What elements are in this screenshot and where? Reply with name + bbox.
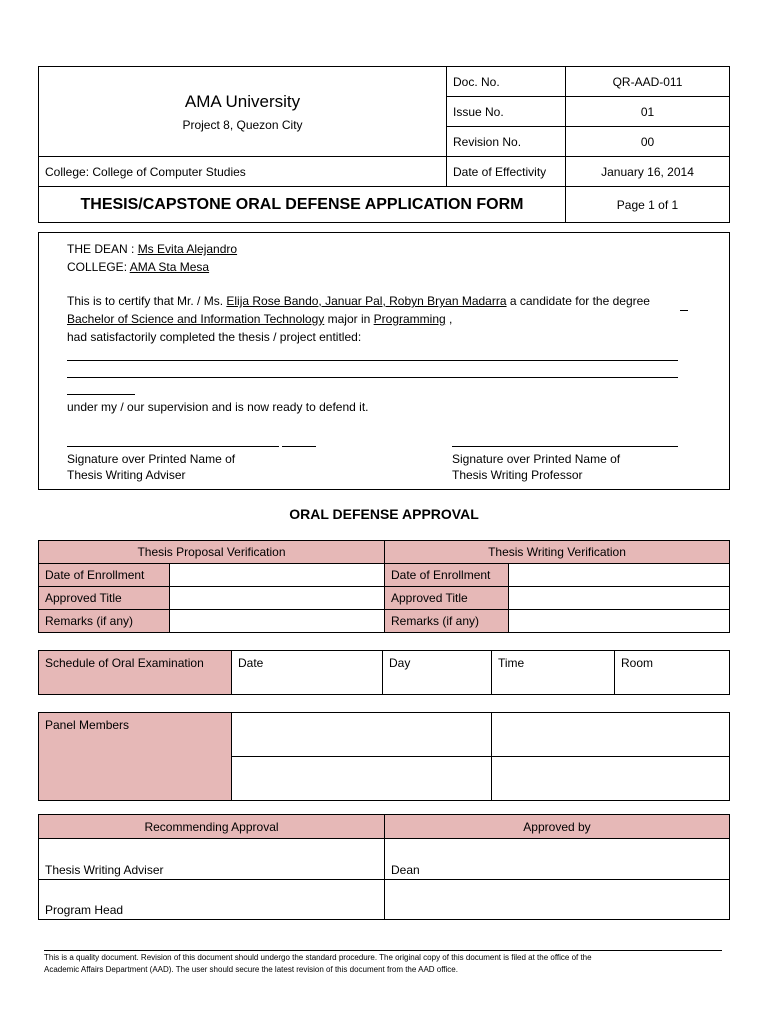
proposal-title-field[interactable] — [170, 587, 385, 610]
revision-no-value: 00 — [566, 127, 730, 157]
verification-table — [38, 540, 730, 633]
schedule-day[interactable]: Day — [383, 651, 492, 695]
writing-header: Thesis Writing Verification — [385, 541, 730, 564]
university-address: Project 8, Quezon City — [182, 117, 303, 132]
recommending-header: Recommending Approval — [39, 815, 385, 839]
professor-signature-line[interactable] — [452, 446, 678, 447]
panel-member-4[interactable] — [492, 757, 730, 801]
certify-line — [67, 294, 650, 308]
panel-label: Panel Members — [39, 713, 232, 801]
degree-line — [67, 312, 452, 326]
proposal-remarks-field[interactable] — [170, 610, 385, 633]
approved-by-header: Approved by — [385, 815, 730, 839]
writing-remarks-field[interactable] — [509, 610, 730, 633]
schedule-date[interactable]: Date — [232, 651, 383, 695]
cert-college-name: AMA Sta Mesa — [129, 260, 210, 274]
panel-member-2[interactable] — [492, 713, 730, 757]
signoff-table — [38, 814, 730, 920]
proposal-enrollment-label: Date of Enrollment — [39, 564, 170, 587]
proposal-remarks-label: Remarks (if any) — [39, 610, 170, 633]
writing-title-field[interactable] — [509, 587, 730, 610]
dean-signoff[interactable]: Dean — [385, 839, 730, 880]
effectivity-label: Date of Effectivity — [447, 157, 566, 187]
student-names: Elija Rose Bando, Januar Pal, Robyn Bryan Madarra — [226, 294, 507, 308]
issue-no-value: 01 — [566, 97, 730, 127]
footer-line-2: Academic Affairs Department (AAD). The user should secure the latest revision of this document from the AAD office. — [44, 965, 458, 974]
candidate-text: a candidate for the degree — [506, 294, 650, 308]
panel-table — [38, 712, 730, 801]
form-title: THESIS/CAPSTONE ORAL DEFENSE APPLICATION FORM — [39, 187, 566, 223]
completed-text: had satisfactorily completed the thesis / project entitled: — [67, 330, 362, 344]
adviser-sig-line1: Signature over Printed Name of — [67, 452, 236, 466]
program-head-signoff[interactable]: Program Head — [39, 880, 385, 920]
major-name: Programming — [373, 312, 446, 326]
supervision-text: under my / our supervision and is now ready to defend it. — [67, 400, 369, 414]
title-line-2[interactable] — [67, 377, 678, 378]
professor-sig-line1: Signature over Printed Name of — [452, 452, 621, 466]
proposal-header: Thesis Proposal Verification — [39, 541, 385, 564]
empty-signoff[interactable] — [385, 880, 730, 920]
revision-no-label: Revision No. — [447, 127, 566, 157]
footer-divider — [44, 950, 722, 951]
proposal-enrollment-field[interactable] — [170, 564, 385, 587]
college-label: College: College of Computer Studies — [39, 157, 447, 187]
footer-line-1: This is a quality document. Revision of this document should undergo the standard procedure. The original copy of this document is filed at the office of the — [44, 953, 592, 962]
proposal-title-label: Approved Title — [39, 587, 170, 610]
adviser-sig-line2: Thesis Writing Adviser — [67, 468, 186, 482]
dean-name: Ms Evita Alejandro — [137, 242, 238, 256]
dean-line — [67, 242, 237, 256]
professor-sig-line2: Thesis Writing Professor — [452, 468, 583, 482]
comma: , — [445, 312, 453, 326]
schedule-room[interactable]: Room — [615, 651, 730, 695]
doc-no-label: Doc. No. — [447, 67, 566, 97]
issue-no-label: Issue No. — [447, 97, 566, 127]
approval-title: ORAL DEFENSE APPROVAL — [289, 506, 479, 522]
cert-college-label: COLLEGE: — [67, 260, 130, 274]
writing-enrollment-label: Date of Enrollment — [385, 564, 509, 587]
title-line-3[interactable] — [67, 394, 135, 395]
degree-name: Bachelor of Science and Information Technology — [67, 312, 325, 326]
document-header — [38, 66, 730, 223]
schedule-label: Schedule of Oral Examination — [39, 651, 232, 695]
schedule-table — [38, 650, 730, 695]
panel-member-3[interactable] — [232, 757, 492, 801]
schedule-time[interactable]: Time — [492, 651, 615, 695]
certify-prefix: This is to certify that Mr. / Ms. — [67, 294, 227, 308]
doc-no-value: QR-AAD-011 — [566, 67, 730, 97]
major-text: major in — [324, 312, 374, 326]
page-label: Page 1 of 1 — [566, 187, 730, 223]
panel-member-1[interactable] — [232, 713, 492, 757]
university-block — [39, 67, 447, 157]
adviser-signoff[interactable]: Thesis Writing Adviser — [39, 839, 385, 880]
title-line-1[interactable] — [67, 360, 678, 361]
writing-title-label: Approved Title — [385, 587, 509, 610]
writing-remarks-label: Remarks (if any) — [385, 610, 509, 633]
college-line — [67, 260, 209, 274]
dean-label: THE DEAN : — [67, 242, 138, 256]
university-name: AMA University — [184, 91, 301, 111]
adviser-signature-line[interactable] — [67, 446, 279, 447]
writing-enrollment-field[interactable] — [509, 564, 730, 587]
effectivity-value: January 16, 2014 — [566, 157, 730, 187]
